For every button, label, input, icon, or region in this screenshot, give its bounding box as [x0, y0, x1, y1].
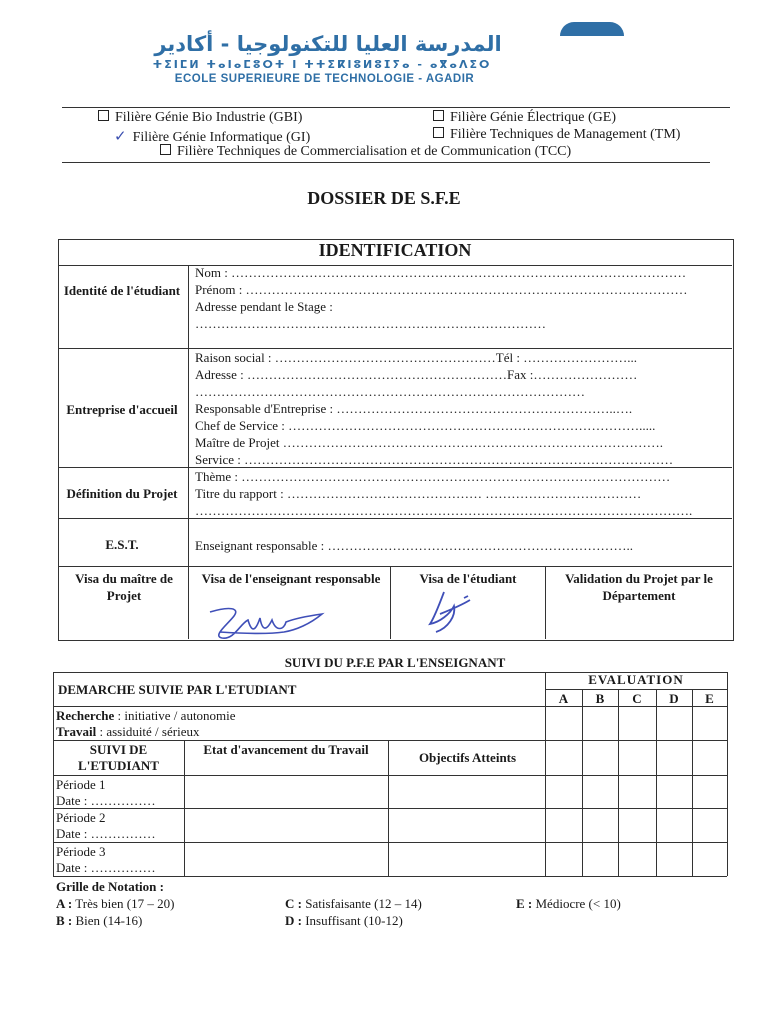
visa-validation: Validation du Projet par le Département — [565, 571, 713, 603]
grille-b-text: Bien (14-16) — [72, 913, 143, 928]
projet-label: Définition du Projet — [66, 486, 178, 501]
school-name-tifinagh: ⵜⵉⵏⵎⵍ ⵜⴰⵏⴰⵎⵓⵔⵜ ⵏ ⵜⵜⵉⴽⵏⵓⵍⵓⵊⵢⴰ - ⴰⴳⴰⴷⵉⵔ — [152, 58, 492, 71]
checkbox-tm[interactable] — [433, 127, 444, 138]
raison-social-field[interactable]: Raison social : ……………………………………………Tél : ……………………... — [195, 350, 637, 365]
entreprise-adresse-extra[interactable]: ……………………………………………………………………………… — [195, 384, 585, 399]
prenom-field[interactable]: Prénom : ………………………………………………………………………………………… — [195, 282, 688, 297]
evaluation-header: EVALUATION — [588, 672, 684, 687]
grille-c-key: C : — [285, 896, 302, 911]
col-etat: Etat d'avancement du Travail — [203, 742, 369, 757]
demarche-label: DEMARCHE SUIVIE PAR L'ETUDIANT — [58, 682, 297, 697]
header-rule — [62, 107, 730, 108]
filiere-tcc — [160, 144, 571, 160]
periode-2-date[interactable]: Date : …………… — [56, 826, 156, 841]
etudiant-signature — [420, 588, 480, 640]
filiere-gbi — [98, 110, 302, 126]
checkbox-ge[interactable] — [433, 110, 444, 121]
responsable-field[interactable]: Responsable d'Entreprise : ………………………………………………………..…. — [195, 401, 633, 416]
school-name-arabic: المدرسة العليا للتكنولوجيا - أكادير — [154, 32, 502, 56]
grade-c: C — [632, 691, 642, 706]
recherche-label: Recherche — [56, 708, 115, 723]
grade-b: B — [595, 691, 605, 706]
grille-b — [56, 912, 142, 929]
service-field[interactable]: Service : ……………………………………………………………………………………… — [195, 452, 674, 467]
recherche-row — [56, 708, 236, 724]
adresse-stage-field[interactable]: ……………………………………………………………………… — [195, 316, 546, 331]
grille-b-key: B : — [56, 913, 73, 928]
col-suivi: SUIVI DE L'ETUDIANT — [78, 742, 159, 773]
document-title: DOSSIER DE S.F.E — [307, 188, 461, 208]
chef-service-field[interactable]: Chef de Service : ………………………………………………………………………..... — [195, 418, 656, 433]
filiere-ge-label: Filière Génie Électrique (GE) — [450, 110, 616, 125]
titre-rapport-field[interactable]: Titre du rapport : ……………………………………… ……………………………… — [195, 486, 642, 501]
grille-a-text: Très bien (17 – 20) — [72, 896, 175, 911]
periode-2: Période 2 — [56, 810, 106, 825]
filiere-tm-label: Filière Techniques de Management (TM) — [450, 127, 681, 142]
grille-a-key: A : — [56, 896, 73, 911]
travail-text: : assiduité / sérieux — [96, 724, 200, 739]
filiere-tm — [433, 127, 680, 143]
enseignant-signature — [200, 600, 350, 642]
theme-field[interactable]: Thème : ……………………………………………………………………………………… — [195, 469, 671, 484]
travail-label: Travail — [56, 724, 97, 739]
identification-title: IDENTIFICATION — [318, 240, 472, 260]
periode-3-date[interactable]: Date : …………… — [56, 860, 156, 875]
suivi-title: SUIVI DU P.F.E PAR L'ENSEIGNANT — [284, 655, 506, 670]
projet-extra-field[interactable]: ……………………………………………………………………………………………………. — [195, 503, 693, 518]
nom-field[interactable]: Nom : …………………………………………………………………………………………… — [195, 265, 687, 280]
visa-etudiant: Visa de l'étudiant — [419, 571, 517, 586]
entreprise-label: Entreprise d'accueil — [66, 402, 178, 417]
grade-d: D — [669, 691, 679, 706]
school-logo — [560, 22, 624, 36]
grille-e — [516, 895, 621, 912]
travail-row — [56, 724, 199, 740]
grille-a — [56, 895, 174, 912]
grille-e-key: E : — [516, 896, 533, 911]
filiere-ge — [433, 110, 616, 126]
filiere-gbi-label: Filière Génie Bio Industrie (GBI) — [115, 110, 303, 125]
enseignant-field[interactable]: Enseignant responsable : …………………………………………………………….. — [195, 538, 633, 553]
maitre-projet-field[interactable]: Maître de Projet ……………………………………………………………………………. — [195, 435, 663, 450]
school-name: ECOLE SUPERIEURE DE TECHNOLOGIE - AGADIR — [174, 73, 475, 85]
checkbox-tcc[interactable] — [160, 144, 171, 155]
etudiant-label: Identité de l'étudiant — [63, 283, 181, 298]
filiere-tcc-label: Filière Techniques de Commercialisation et de Communication (TCC) — [177, 144, 572, 159]
grille-d-key: D : — [285, 913, 302, 928]
filiere-gi-label: Filière Génie Informatique (GI) — [132, 130, 311, 145]
grade-e: E — [705, 691, 714, 706]
grille-e-text: Médiocre (< 10) — [532, 896, 621, 911]
recherche-text: : initiative / autonomie — [114, 708, 236, 723]
filiere-rule — [62, 162, 710, 163]
visa-enseignant: Visa de l'enseignant responsable — [201, 571, 381, 586]
adresse-stage-label: Adresse pendant le Stage : — [195, 299, 333, 314]
periode-3: Période 3 — [56, 844, 106, 859]
grille-c-text: Satisfaisante (12 – 14) — [301, 896, 422, 911]
est-label: E.S.T. — [105, 537, 139, 552]
grille-c — [285, 895, 422, 912]
col-objectifs: Objectifs Atteints — [418, 750, 517, 765]
grille-title: Grille de Notation : — [56, 879, 164, 894]
periode-1: Période 1 — [56, 777, 106, 792]
checkmark-icon[interactable]: ✓ — [114, 129, 127, 145]
checkbox-gbi[interactable] — [98, 110, 109, 121]
entreprise-adresse-field[interactable]: Adresse : ……………………………………………………Fax :…………………… — [195, 367, 638, 382]
grade-a: A — [558, 691, 569, 706]
grille-d-text: Insuffisant (10-12) — [301, 913, 403, 928]
grille-d — [285, 912, 403, 929]
visa-maitre: Visa du maître de Projet — [75, 571, 173, 603]
periode-1-date[interactable]: Date : …………… — [56, 793, 156, 808]
